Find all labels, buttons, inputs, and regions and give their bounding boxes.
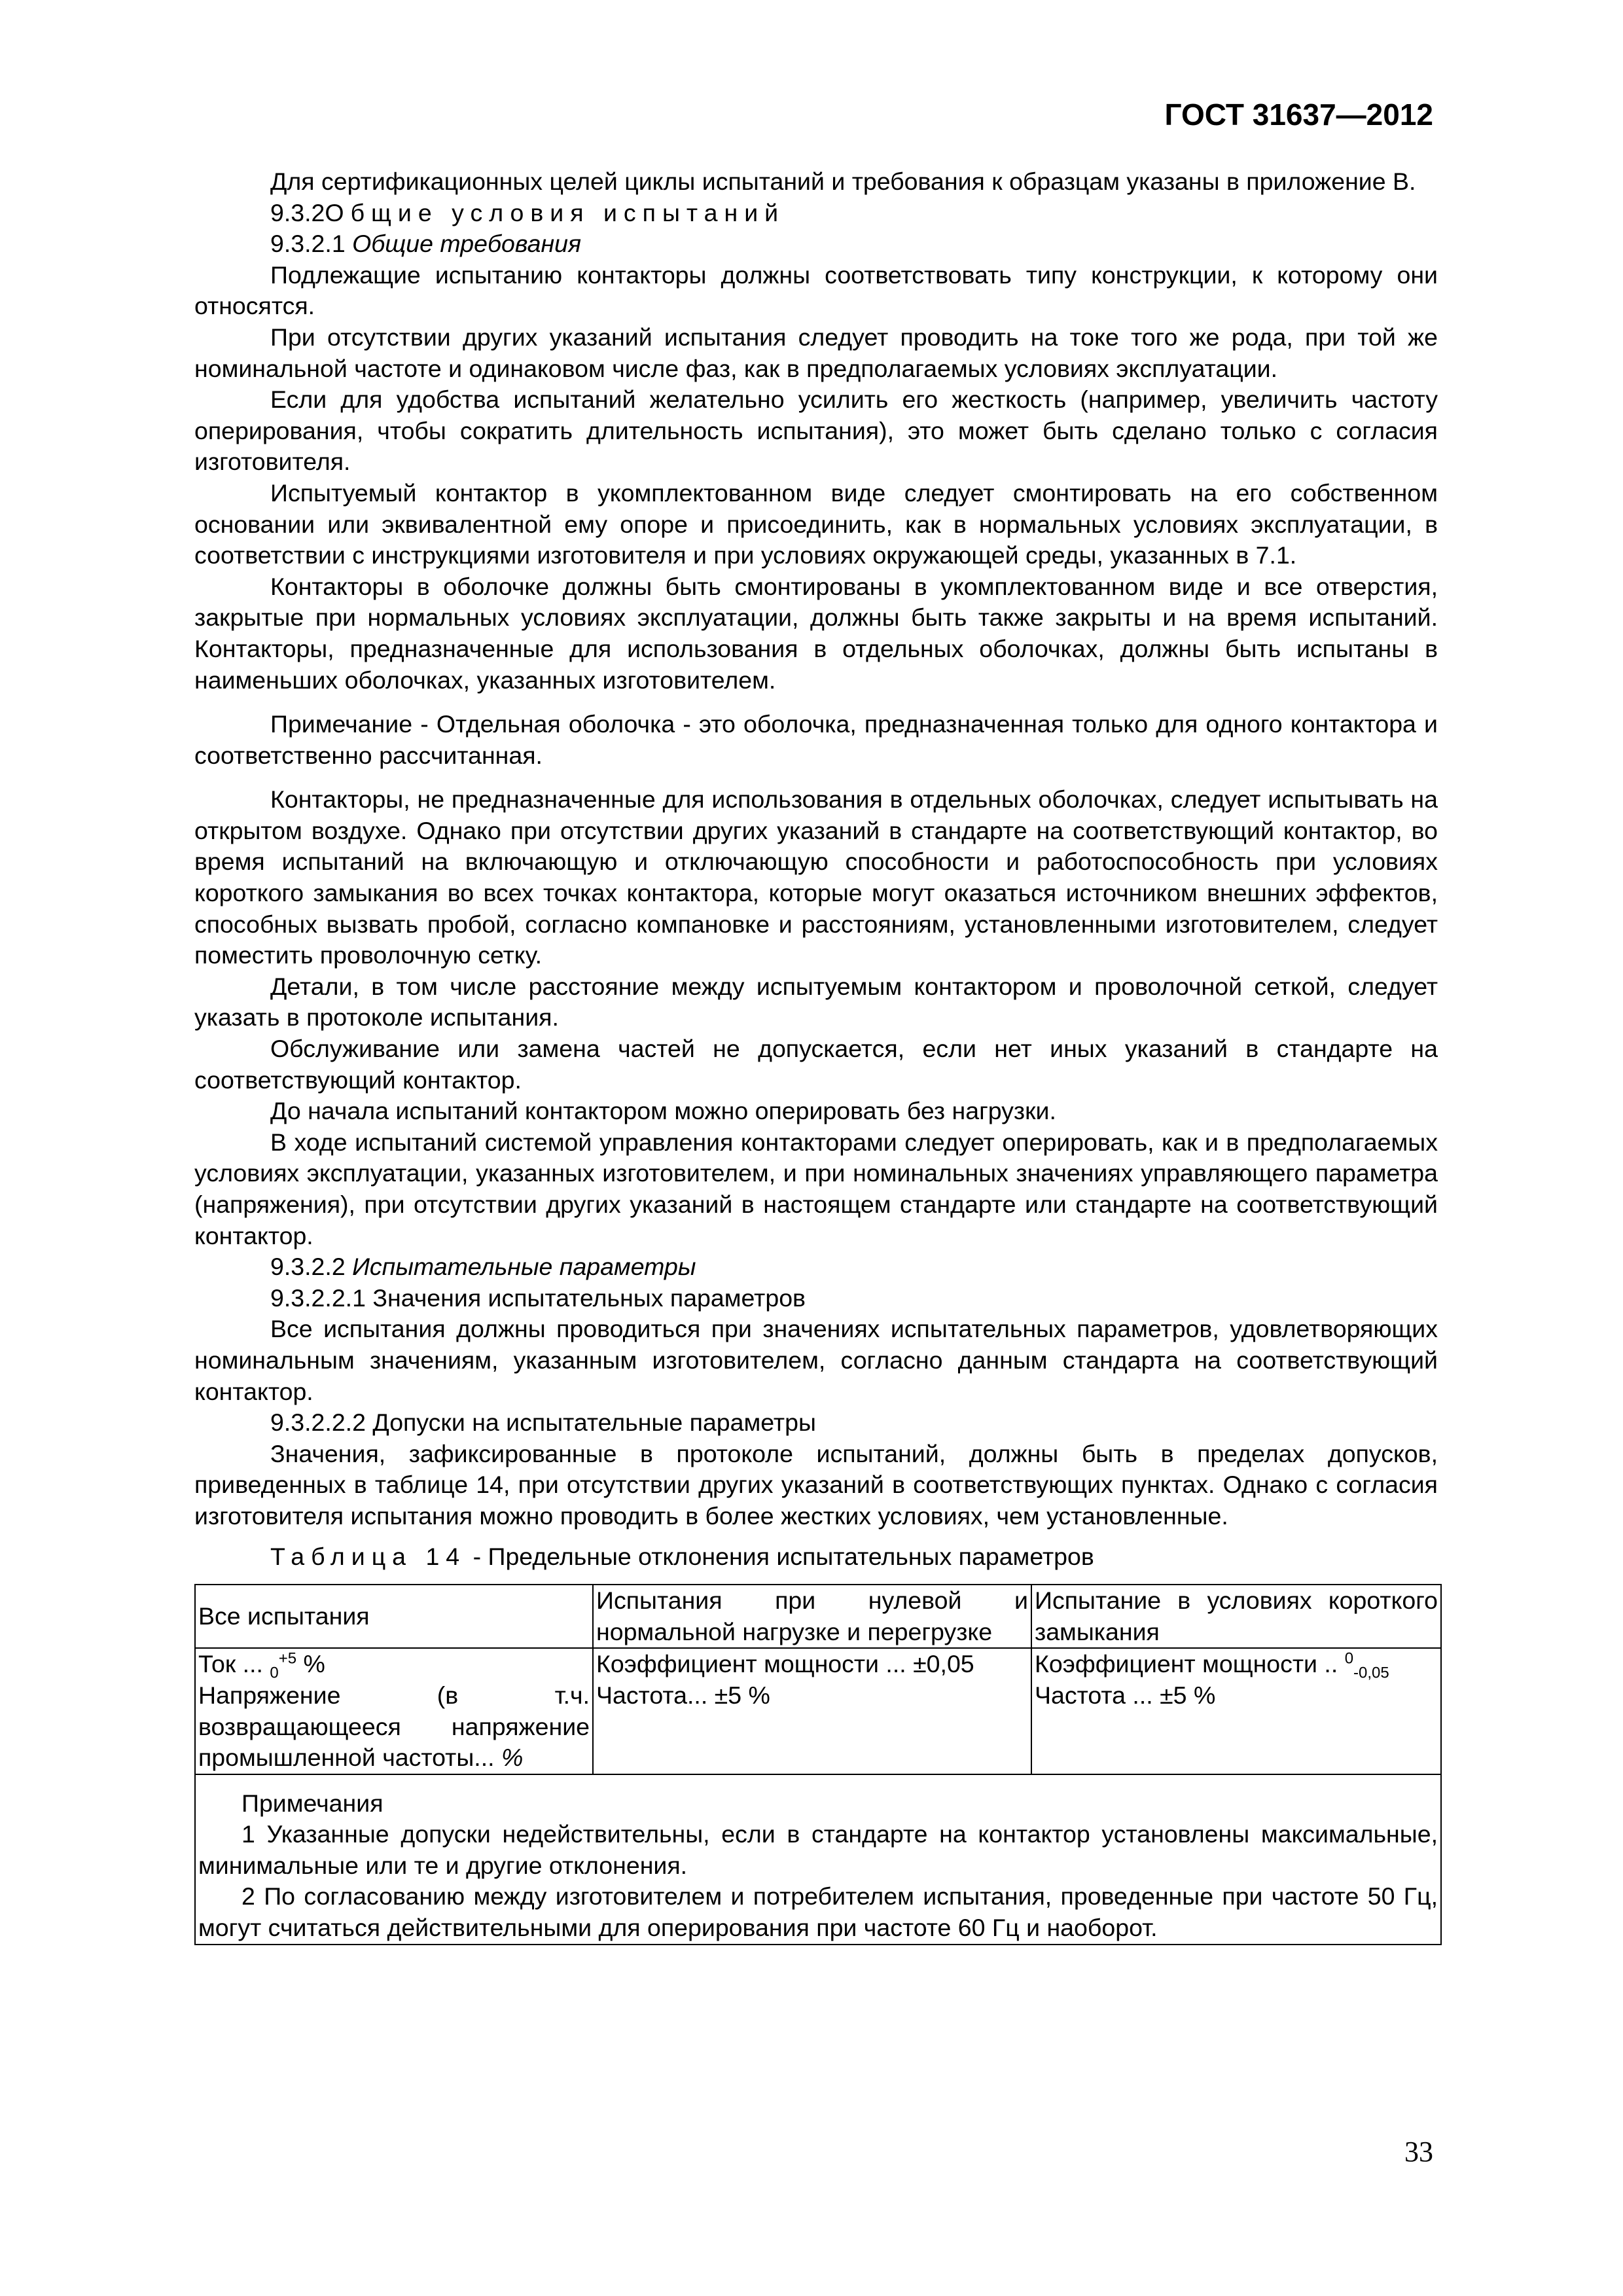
frequency-tolerance: Частота... ±5 % (596, 1681, 770, 1709)
table-cell-all-tests (195, 1648, 593, 1774)
paragraph: Контакторы в оболочке должны быть смонтированы в укомплектованном виде и все отверстия, закрытые при нормальных условиях эксплуатации, должны быть также закрыты и на время испытаний. Контакторы, предназначенные для использования в отдельных оболочках, должны быть испытаны в наименьших оболочках, указанных изготовителем. (194, 572, 1438, 694)
paragraph: Подлежащие испытанию контакторы должны соответствовать типу конструкции, к которому они относятся. (194, 260, 1438, 320)
paragraph: В ходе испытаний системой управления контакторами следует оперировать, как и в предполагаемых условиях эксплуатации, указанных изготовителем, и при номинальных значениях управляющего параметра (напряжения), при отсутствии других указаний в настоящем стандарте или стандарте на соответствующий контактор. (194, 1128, 1438, 1249)
table-cell-normal-load (593, 1648, 1031, 1774)
document-id: ГОСТ 31637—2012 (1164, 98, 1433, 132)
subsection-heading (194, 228, 1438, 260)
frequency-tolerance: Частота ... ±5 % (1035, 1681, 1216, 1709)
paragraph: Все испытания должны проводиться при значениях испытательных параметров, удовлетворяющих номинальным значениям, указанным изготовителем, согласно данным стандарта на соответствующий контактор. (194, 1315, 1438, 1405)
table-header-cell: Испытания при нулевой и нормальной нагрузке и перегрузке (593, 1585, 1031, 1648)
note: Примечание - Отдельная оболочка - это оболочка, предназначенная только для одного контактора и соответственно рассчитанная. (194, 710, 1438, 769)
notes-title: Примечания (241, 1789, 383, 1817)
paragraph: Обслуживание или замена частей не допускается, если нет иных указаний в стандарте на соответствующий контактор. (194, 1035, 1438, 1094)
note-item: 2 По согласованию между изготовителем и потребителем испытания, проведенные при частоте 50 Гц, могут считаться действительными для оперирования при частоте 60 Гц и наоборот. (198, 1882, 1438, 1942)
table-cell-short-circuit (1031, 1648, 1441, 1774)
power-factor-tolerance: Коэффициент мощности ... ±0,05 (596, 1650, 974, 1678)
table-row (195, 1648, 1441, 1774)
power-factor-tolerance: Коэффициент мощности .. $^0_{-0,05}$ (1035, 1649, 1389, 1682)
tolerance-table (194, 1584, 1442, 1945)
table-notes (195, 1774, 1441, 1945)
table-caption-text: - Предельные отклонения испытательных параметров (466, 1542, 1094, 1570)
paragraph: Значения, зафиксированные в протоколе испытаний, должны быть в пределах допусков, приведенных в таблице 14, при отсутствии других указаний в соответствующих пунктах. Однако с согласия изготовителя испытания можно проводить в более жестких условиях, чем установленные. (194, 1439, 1438, 1530)
section-heading (194, 198, 1438, 229)
paragraph: Детали, в том числе расстояние между испытуемым контактором и проволочной сеткой, следует указать в протоколе испытания. (194, 972, 1438, 1031)
table-caption-label: Таблица 14 (270, 1542, 467, 1570)
table-header-cell: Все испытания (195, 1585, 593, 1648)
table-notes-row (195, 1774, 1441, 1945)
subsection-number: 9.3.2.1 (270, 230, 346, 258)
paragraph: Для сертификационных целей циклы испытаний и требования к образцам указаны в приложение В. (270, 168, 1416, 195)
section-number: 9.3.2 (270, 198, 325, 226)
page-number: 33 (1404, 2136, 1433, 2168)
section-title: Общие условия испытаний (325, 198, 785, 226)
voltage-tolerance: Напряжение (в т.ч. возвращающееся напряжение промышленной частоты... % (198, 1681, 590, 1772)
table-header-cell: Испытание в условиях короткого замыкания (1031, 1585, 1441, 1648)
paragraph: Контакторы, не предназначенные для использования в отдельных оболочках, следует испытывать на открытом воздухе. Однако при отсутствии других указаний в стандарте на соответствующий контактор, во время испытаний на включающую и отключающую способности и работоспособность при условиях короткого замыкания во всех точках контактора, которые могут оказаться источником внешних эффектов, способных вызвать пробой, согласно компановке и расстояниям, установленными изготовителем, следует поместить проволочную сетку. (194, 785, 1438, 969)
paragraph: Если для удобства испытаний желательно усилить его жесткость (например, увеличить частоту оперирования, чтобы сократить длительность испытания), это может быть сделано только с согласия изготовителя. (194, 386, 1438, 476)
subsection-title: Испытательные параметры (352, 1253, 696, 1281)
table-caption (194, 1541, 1438, 1573)
page-body (194, 166, 1438, 1945)
subsection-title: Общие требования (352, 230, 582, 258)
table-header-row (195, 1585, 1441, 1648)
paragraph: Испытуемый контактор в укомплектованном виде следует смонтировать на его собственном основании или эквивалентной ему опоре и присоединить, как в нормальных условиях эксплуатации, в соответствии с инструкциями изготовителя и при условиях окружающей среды, указанных в 7.1. (194, 478, 1438, 569)
paragraph: До начала испытаний контактором можно оперировать без нагрузки. (270, 1097, 1056, 1125)
subsection-heading (194, 1251, 1438, 1283)
paragraph: При отсутствии других указаний испытания следует проводить на токе того же рода, при той же номинальной частоте и одинаковом числе фаз, как в предполагаемых условиях эксплуатации. (194, 323, 1438, 382)
clause-heading: 9.3.2.2.1 Значения испытательных параметров (270, 1283, 806, 1312)
subsection-number: 9.3.2.2 (270, 1253, 346, 1281)
clause-heading: 9.3.2.2.2 Допуски на испытательные параметры (270, 1408, 816, 1437)
current-tolerance: Ток ... $_0^{+5}$ % (198, 1649, 325, 1682)
note-item: 1 Указанные допуски недействительны, если в стандарте на контактор установлены максимальные, минимальные или те и другие отклонения. (198, 1820, 1438, 1879)
